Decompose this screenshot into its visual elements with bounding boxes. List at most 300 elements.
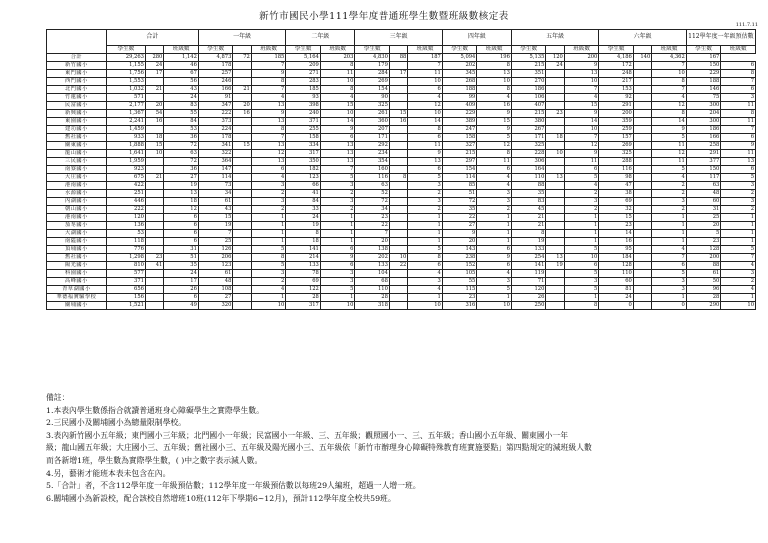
- value-cell: 3: [251, 270, 286, 278]
- value-cell: [145, 286, 163, 294]
- value-cell: 325: [511, 142, 546, 150]
- value-cell: 1,756: [106, 70, 145, 78]
- school-name-cell: 內湖國小: [47, 198, 107, 206]
- value-cell: 3: [652, 198, 687, 206]
- value-cell: [633, 142, 651, 150]
- value-cell: 11: [721, 150, 756, 158]
- value-cell: [546, 214, 564, 222]
- value-cell: 2: [408, 190, 443, 198]
- school-row: [47, 278, 756, 286]
- value-cell: [233, 206, 251, 214]
- group-header-grade3: 三年級: [355, 30, 442, 46]
- value-cell: 179: [355, 62, 390, 70]
- value-cell: 20: [145, 102, 163, 110]
- value-cell: 26: [164, 286, 199, 294]
- value-cell: 114: [442, 174, 477, 182]
- school-name-cell: 舊社國小: [47, 134, 107, 142]
- classes-subheader: 班級數: [721, 46, 756, 54]
- value-cell: 14: [599, 230, 634, 238]
- school-row: [47, 86, 756, 94]
- value-cell: [546, 294, 564, 302]
- value-cell: 6: [164, 294, 199, 302]
- value-cell: 204: [686, 110, 721, 118]
- value-cell: 1: [564, 214, 599, 222]
- value-cell: 4: [652, 174, 687, 182]
- value-cell: 4,186: [599, 54, 634, 62]
- value-cell: 3: [408, 278, 443, 286]
- value-cell: 4: [477, 270, 512, 278]
- value-cell: [389, 278, 407, 286]
- value-cell: 53: [106, 230, 145, 238]
- value-cell: 11: [652, 142, 687, 150]
- value-cell: 1: [408, 230, 443, 238]
- value-cell: [389, 222, 407, 230]
- students-subheader: 學生數: [511, 46, 546, 54]
- value-cell: 2,241: [106, 118, 145, 126]
- value-cell: 115: [442, 286, 477, 294]
- value-cell: 28: [686, 294, 721, 302]
- value-cell: 217: [599, 78, 634, 86]
- value-cell: 156: [106, 294, 145, 302]
- value-cell: 10: [408, 110, 443, 118]
- value-cell: [633, 206, 651, 214]
- value-cell: [633, 262, 651, 270]
- value-cell: 12: [164, 206, 199, 214]
- note-line: 6.關埔國小為新設校，配合該校自然增班10班(112年下學期6~12月)，預計112學年度全校共59班。: [46, 493, 396, 503]
- note-line: 1.本表內學生數係指合就讀普通班身心障礙學生之實際學生數。: [46, 405, 264, 415]
- value-cell: 9: [721, 142, 756, 150]
- students-subheader: 學生數: [286, 46, 321, 54]
- value-cell: 69: [599, 198, 634, 206]
- value-cell: 19: [546, 262, 564, 270]
- school-row: [47, 286, 756, 294]
- value-cell: 13: [546, 254, 564, 262]
- value-cell: 36: [164, 166, 199, 174]
- value-cell: 48: [686, 190, 721, 198]
- value-cell: 41: [286, 190, 321, 198]
- value-cell: 6: [164, 222, 199, 230]
- value-cell: 1: [564, 230, 599, 238]
- value-cell: 7: [355, 230, 390, 238]
- value-cell: 327: [442, 142, 477, 150]
- value-cell: 4: [477, 174, 512, 182]
- value-cell: 166: [198, 86, 233, 94]
- value-cell: 91: [198, 94, 233, 102]
- value-cell: [233, 286, 251, 294]
- value-cell: 317: [286, 302, 321, 310]
- class-count-table: [46, 29, 756, 310]
- value-cell: 13: [408, 158, 443, 166]
- value-cell: 8: [251, 78, 286, 86]
- value-cell: 5: [564, 270, 599, 278]
- value-cell: [633, 158, 651, 166]
- value-cell: 3: [408, 182, 443, 190]
- value-cell: 9: [442, 230, 477, 238]
- value-cell: 8: [477, 86, 512, 94]
- value-cell: 185: [286, 86, 321, 94]
- value-cell: [546, 166, 564, 174]
- value-cell: [389, 198, 407, 206]
- value-cell: 17: [164, 278, 199, 286]
- value-cell: [233, 198, 251, 206]
- value-cell: 8: [320, 86, 355, 94]
- value-cell: 1,032: [106, 86, 145, 94]
- value-cell: 656: [106, 286, 145, 294]
- students-subheader: 學生數: [198, 46, 233, 54]
- value-cell: 104: [355, 270, 390, 278]
- value-cell: 325: [355, 102, 390, 110]
- value-cell: 10: [721, 302, 756, 310]
- value-cell: [546, 246, 564, 254]
- value-cell: 7: [408, 62, 443, 70]
- report-date: 111.7.11: [735, 22, 758, 28]
- value-cell: 50: [686, 278, 721, 286]
- value-cell: 259: [599, 126, 634, 134]
- value-cell: 15: [320, 102, 355, 110]
- value-cell: 46: [164, 62, 199, 70]
- value-cell: 5: [477, 286, 512, 294]
- value-cell: 85: [442, 182, 477, 190]
- value-cell: 3: [564, 278, 599, 286]
- value-cell: [546, 238, 564, 246]
- value-cell: 7: [564, 86, 599, 94]
- value-cell: 13: [320, 142, 355, 150]
- school-row: [47, 302, 756, 310]
- value-cell: 270: [511, 78, 546, 86]
- value-cell: 4: [652, 94, 687, 102]
- value-cell: [389, 142, 407, 150]
- value-cell: 5: [564, 286, 599, 294]
- value-cell: 14: [408, 118, 443, 126]
- school-row: [47, 190, 756, 198]
- value-cell: 222: [198, 110, 233, 118]
- value-cell: 116: [599, 166, 634, 174]
- value-cell: 20: [686, 222, 721, 230]
- value-cell: 6: [320, 134, 355, 142]
- value-cell: 7: [721, 78, 756, 86]
- school-row: [47, 230, 756, 238]
- school-row: [47, 182, 756, 190]
- value-cell: 10: [408, 78, 443, 86]
- value-cell: 300: [686, 118, 721, 126]
- school-row: [47, 238, 756, 246]
- value-cell: 9: [564, 110, 599, 118]
- value-cell: 150: [686, 166, 721, 174]
- value-cell: 341: [198, 142, 233, 150]
- value-cell: 119: [511, 270, 546, 278]
- value-cell: 88: [686, 262, 721, 270]
- value-cell: 6: [652, 262, 687, 270]
- value-cell: 1: [251, 238, 286, 246]
- value-cell: 186: [511, 86, 546, 94]
- value-cell: [233, 270, 251, 278]
- value-cell: 7: [721, 254, 756, 262]
- value-cell: 3: [721, 182, 756, 190]
- value-cell: 9: [477, 126, 512, 134]
- value-cell: [145, 94, 163, 102]
- value-cell: 72: [164, 142, 199, 150]
- value-cell: 9: [320, 254, 355, 262]
- value-cell: 23: [599, 222, 634, 230]
- value-cell: 1: [652, 238, 687, 246]
- value-cell: 56: [164, 78, 199, 86]
- value-cell: 22: [442, 214, 477, 222]
- value-cell: [145, 230, 163, 238]
- value-cell: 72: [164, 158, 199, 166]
- value-cell: 2: [721, 278, 756, 286]
- value-cell: 4: [721, 262, 756, 270]
- value-cell: 84: [164, 118, 199, 126]
- value-cell: 66: [286, 182, 321, 190]
- value-cell: 7: [251, 134, 286, 142]
- value-cell: 7: [652, 62, 687, 70]
- reduced-subheader: [233, 46, 251, 54]
- value-cell: [233, 182, 251, 190]
- value-cell: 1: [477, 294, 512, 302]
- value-cell: 10: [389, 254, 407, 262]
- value-cell: [633, 254, 651, 262]
- value-cell: [233, 94, 251, 102]
- value-cell: 9: [564, 150, 599, 158]
- value-cell: 21: [145, 86, 163, 94]
- value-cell: [633, 190, 651, 198]
- value-cell: 377: [686, 158, 721, 166]
- school-name-cell: 竹蓮國小: [47, 94, 107, 102]
- value-cell: 6: [721, 134, 756, 142]
- value-cell: 152: [442, 262, 477, 270]
- value-cell: 84: [286, 198, 321, 206]
- value-cell: [546, 158, 564, 166]
- classes-subheader: 班級數: [408, 46, 443, 54]
- value-cell: 88: [511, 182, 546, 190]
- value-cell: 160: [355, 166, 390, 174]
- value-cell: 675: [106, 174, 145, 182]
- value-cell: 1: [564, 294, 599, 302]
- value-cell: [389, 150, 407, 158]
- value-cell: [546, 94, 564, 102]
- value-cell: 6: [408, 166, 443, 174]
- school-name-cell: 南隘國小: [47, 238, 107, 246]
- value-cell: [389, 78, 407, 86]
- value-cell: 7: [652, 254, 687, 262]
- value-cell: [233, 246, 251, 254]
- value-cell: 34: [355, 206, 390, 214]
- value-cell: 4: [652, 246, 687, 254]
- value-cell: 5: [564, 246, 599, 254]
- value-cell: [633, 246, 651, 254]
- value-cell: 247: [442, 126, 477, 134]
- value-cell: 10: [320, 78, 355, 86]
- value-cell: 4: [251, 286, 286, 294]
- value-cell: 288: [599, 158, 634, 166]
- total-row: [47, 54, 756, 62]
- school-row: [47, 262, 756, 270]
- value-cell: 1,888: [106, 142, 145, 150]
- value-cell: 6: [164, 230, 199, 238]
- value-cell: 25: [198, 238, 233, 246]
- value-cell: 9: [477, 254, 512, 262]
- value-cell: 316: [442, 302, 477, 310]
- value-cell: 1: [652, 222, 687, 230]
- value-cell: 25: [686, 214, 721, 222]
- value-cell: 6: [408, 134, 443, 142]
- value-cell: 5: [320, 286, 355, 294]
- value-cell: 128: [686, 246, 721, 254]
- value-cell: 9: [652, 126, 687, 134]
- value-cell: [389, 206, 407, 214]
- value-cell: 291: [599, 102, 634, 110]
- school-row: [47, 78, 756, 86]
- value-cell: 13: [564, 70, 599, 78]
- value-cell: 258: [686, 142, 721, 150]
- value-cell: 1: [408, 222, 443, 230]
- value-cell: 16: [599, 238, 634, 246]
- value-cell: 3: [320, 182, 355, 190]
- value-cell: 5: [408, 174, 443, 182]
- value-cell: 108: [198, 286, 233, 294]
- value-cell: 5: [652, 166, 687, 174]
- value-cell: 141: [511, 262, 546, 270]
- value-cell: 776: [106, 246, 145, 254]
- value-cell: 4: [564, 94, 599, 102]
- value-cell: [145, 222, 163, 230]
- value-cell: 117: [686, 174, 721, 182]
- classes-subheader: 班級數: [477, 46, 512, 54]
- value-cell: 28: [286, 294, 321, 302]
- value-cell: 577: [106, 270, 145, 278]
- value-cell: 351: [511, 70, 546, 78]
- value-cell: 141: [286, 246, 321, 254]
- value-cell: [233, 70, 251, 78]
- school-row: [47, 214, 756, 222]
- value-cell: 1: [652, 214, 687, 222]
- school-name-cell: 民富國小: [47, 102, 107, 110]
- value-cell: 398: [286, 102, 321, 110]
- value-cell: [145, 206, 163, 214]
- value-cell: 68: [355, 278, 390, 286]
- value-cell: 10: [320, 302, 355, 310]
- school-name-cell: 大湖國小: [47, 230, 107, 238]
- school-name-cell: 北門國小: [47, 86, 107, 94]
- reduced-subheader: [389, 46, 407, 54]
- value-cell: 157: [599, 134, 634, 142]
- value-cell: 27: [198, 294, 233, 302]
- value-cell: [546, 270, 564, 278]
- value-cell: 45: [511, 206, 546, 214]
- value-cell: 3: [721, 94, 756, 102]
- group-header-grade5: 五年級: [511, 30, 598, 46]
- value-cell: [546, 118, 564, 126]
- value-cell: [389, 214, 407, 222]
- value-cell: 138: [355, 246, 390, 254]
- value-cell: 153: [599, 86, 634, 94]
- value-cell: 24: [286, 214, 321, 222]
- value-cell: 8: [251, 254, 286, 262]
- value-cell: 261: [355, 110, 390, 118]
- value-cell: 10: [564, 254, 599, 262]
- school-name-cell: 西門國小: [47, 78, 107, 86]
- value-cell: 2: [320, 206, 355, 214]
- value-cell: 38: [599, 190, 634, 198]
- value-cell: 61: [198, 198, 233, 206]
- value-cell: [233, 166, 251, 174]
- value-cell: 18: [164, 198, 199, 206]
- value-cell: [145, 198, 163, 206]
- value-cell: 5: [721, 246, 756, 254]
- value-cell: [633, 238, 651, 246]
- value-cell: 207: [355, 126, 390, 134]
- value-cell: [633, 174, 651, 182]
- value-cell: 13: [164, 190, 199, 198]
- value-cell: 325: [599, 150, 634, 158]
- value-cell: 202: [442, 62, 477, 70]
- value-cell: 11: [721, 102, 756, 110]
- value-cell: [546, 302, 564, 310]
- value-cell: 215: [511, 110, 546, 118]
- value-cell: 1,459: [106, 126, 145, 134]
- value-cell: [546, 126, 564, 134]
- value-cell: 9: [564, 62, 599, 70]
- value-cell: 150: [686, 62, 721, 70]
- value-cell: 24: [599, 294, 634, 302]
- page-title: 新竹市國民小學111學年度普通班學生數暨班級數核定表: [259, 11, 509, 22]
- value-cell: 5: [652, 270, 687, 278]
- school-name-cell: 新興國小: [47, 110, 107, 118]
- value-cell: 178: [198, 62, 233, 70]
- value-cell: [233, 126, 251, 134]
- value-cell: 19: [511, 238, 546, 246]
- value-cell: 19: [286, 222, 321, 230]
- value-cell: [233, 62, 251, 70]
- value-cell: 1: [652, 230, 687, 238]
- value-cell: 136: [106, 222, 145, 230]
- value-cell: 280: [145, 54, 163, 62]
- value-cell: 11: [477, 158, 512, 166]
- value-cell: 133: [511, 246, 546, 254]
- value-cell: 2: [251, 190, 286, 198]
- value-cell: 10: [145, 150, 163, 158]
- value-cell: 81: [599, 286, 634, 294]
- value-cell: 128: [599, 262, 634, 270]
- value-cell: 13: [320, 150, 355, 158]
- value-cell: 4: [251, 174, 286, 182]
- value-cell: 14: [652, 118, 687, 126]
- value-cell: 8: [511, 230, 546, 238]
- school-row: [47, 102, 756, 110]
- value-cell: 2: [408, 206, 443, 214]
- value-cell: 229: [686, 70, 721, 78]
- school-name-cell: 東門國小: [47, 70, 107, 78]
- value-cell: [389, 166, 407, 174]
- value-cell: 15: [389, 110, 407, 118]
- school-name-cell: 建功國小: [47, 126, 107, 134]
- value-cell: 110: [599, 270, 634, 278]
- value-cell: 360: [355, 118, 390, 126]
- value-cell: 371: [106, 278, 145, 286]
- school-row: [47, 94, 756, 102]
- school-name-cell: 頂埔國小: [47, 246, 107, 254]
- value-cell: 16: [233, 110, 251, 118]
- value-cell: 8: [477, 150, 512, 158]
- value-cell: 1,298: [106, 254, 145, 262]
- value-cell: 187: [408, 54, 443, 62]
- school-row: [47, 222, 756, 230]
- value-cell: 11: [721, 118, 756, 126]
- value-cell: [145, 166, 163, 174]
- school-name-cell: 龍山國小: [47, 150, 107, 158]
- value-cell: 1: [408, 214, 443, 222]
- value-cell: [389, 62, 407, 70]
